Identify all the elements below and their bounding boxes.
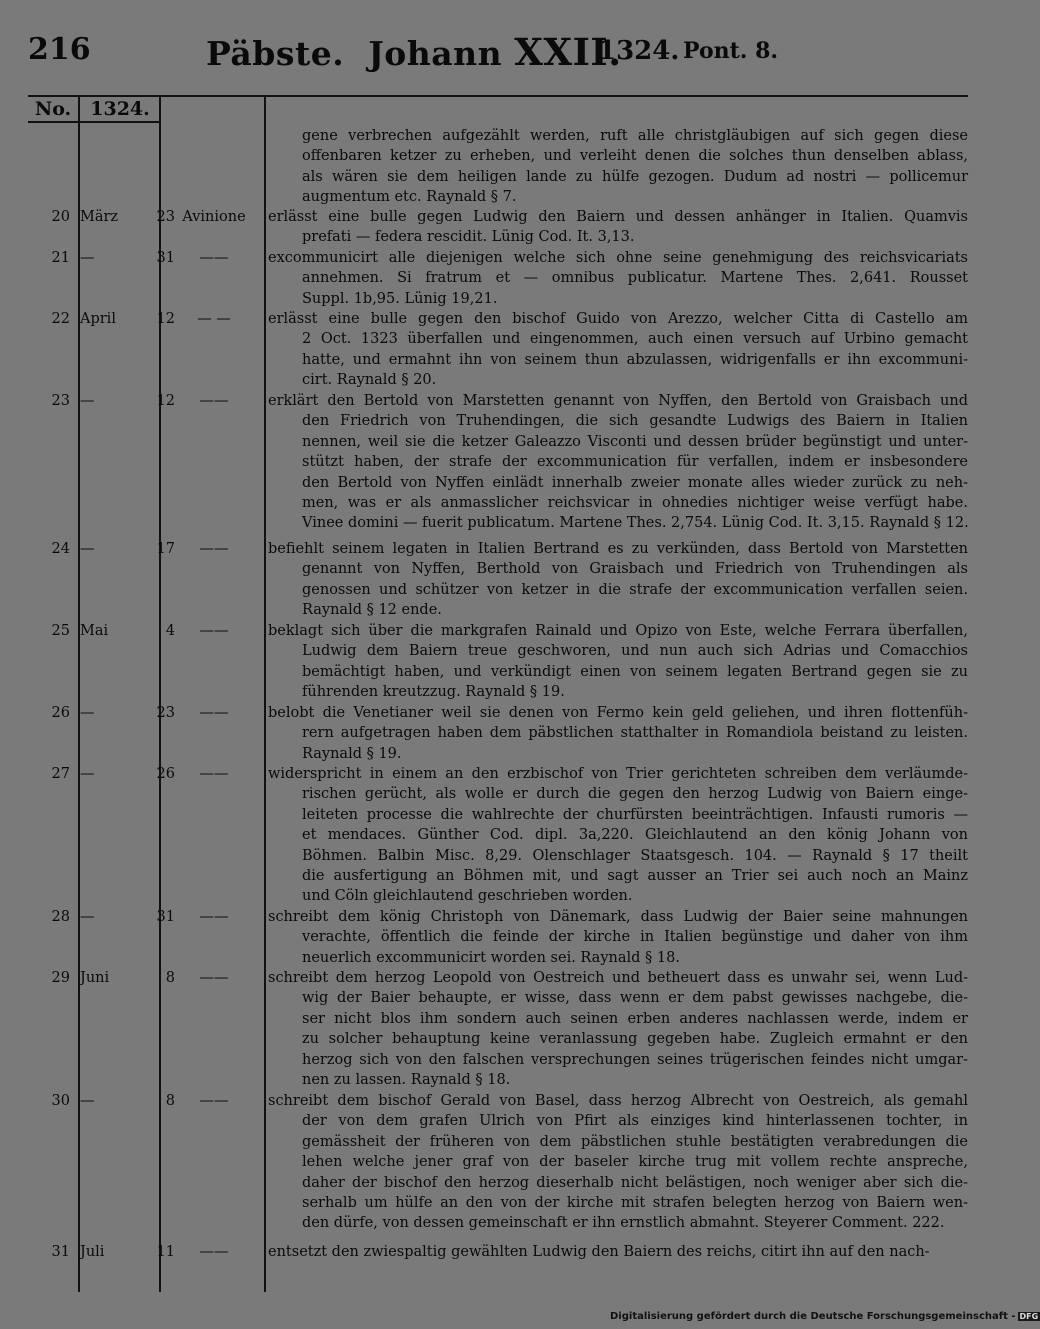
entry-date [80,703,175,723]
entry-text [268,539,968,621]
text-line: daher der bischof den herzog dieserhalb nicht belästigen, noch weniger aber sich die- [302,1174,968,1191]
text-line: erklärt den Bertold von Marstetten genannt von Nyffen, den Bertold von Graisbach und [268,393,968,409]
column-header-year: 1324. [90,98,150,120]
entry-month: — [80,541,95,557]
entry-month: — [80,705,95,721]
entry-day: 23 [156,705,175,721]
entry-date [80,539,175,559]
text-line: genossen und schützer von ketzer in die strafe der excommunication verfallen seien. [302,581,968,598]
text-line: cirt. Raynald § 20. [302,372,437,389]
entry-day: 23 [156,209,175,225]
text-line: entsetzt den zwiespaltig gewählten Ludwig den Baiern des reichs, citirt ihn auf den nach- [268,1244,930,1260]
entry-number: 21 [51,250,70,266]
title-part-c: XXII. [514,30,622,74]
text-line: serhalb um hülfe an den von der kirche mit strafen belegten herzog von Baiern wen- [302,1195,968,1212]
entry-text [268,907,968,968]
entry-place: —— [199,1244,229,1260]
text-line: offenbaren ketzer zu erheben, und verleiht denen die solches thun denselben ablass, [302,148,968,165]
text-line: stützt haben, der strafe der excommunication für verfallen, indem er insbesondere [302,454,968,471]
entry-text [268,309,968,391]
text-line: erlässt eine bulle gegen Ludwig den Baiern und dessen anhänger in Italien. Quamvis [268,209,968,225]
running-header [28,30,968,80]
text-line: schreibt dem herzog Leopold von Oestreich und betheuert dass es unwahr sei, wenn Lud- [268,970,968,986]
text-line: Vinee domini — fuerit publicatum. Martene Thes. 2,754. Lünig Cod. It. 3,15. Raynald § 12. [302,515,969,532]
text-line: befiehlt seinem legaten in Italien Bertrand es zu verkünden, dass Bertold von Marstetten [268,541,968,557]
entry-day: 12 [156,311,175,327]
entry-place: Avinione [182,209,246,225]
entry-day: 8 [165,1093,175,1109]
text-line: Böhmen. Balbin Misc. 8,29. Olenschlager Staatsgesch. 104. — Raynald § 17 theilt [302,847,968,864]
entry-date [80,968,175,988]
entry-day: 4 [165,623,175,639]
entry-month: Juli [80,1244,105,1260]
text-line: als wären sie dem heiligen lande zu hülfe gezogen. Dudum ad nostri — pollicemur [302,168,968,185]
entry-number: 30 [51,1093,70,1109]
text-line: und Cöln gleichlautend geschrieben worden. [302,888,633,905]
text-line: beklagt sich über die markgrafen Rainald und Opizo von Este, welche Ferrara überfallen, [268,623,968,639]
entry-place: —— [199,393,229,409]
title-part-b: Johann [368,34,503,73]
entry-number: 23 [51,393,70,409]
text-line: widerspricht in einem an den erzbischof von Trier gerichteten schreiben dem verläumde- [268,766,968,782]
text-line: men, was er als anmasslicher reichsvicar in ohnedies nichtiger weise verfügt habe. [302,495,968,512]
entry-month: — [80,250,95,266]
entry-place: —— [199,909,229,925]
entry-number: 29 [51,970,70,986]
entry-date [80,207,175,227]
text-line: rern aufgetragen haben dem päbstlichen statthalter in Romandiola beistand zu leisten. [302,725,968,742]
entry-place: —— [199,623,229,639]
entry-month: — [80,1093,95,1109]
entry-place: —— [199,705,229,721]
entry-place: —— [199,541,229,557]
entry-text [268,703,968,764]
text-line: die ausfertigung an Böhmen mit, und sagt ausser an Trier sei auch noch an Mainz [302,868,968,885]
entry-date [80,391,175,411]
entry-number: 28 [51,909,70,925]
text-line: den Friedrich von Truhendingen, die sich gesandte Ludwigs des Baiern in Italien [302,413,968,430]
entry-day: 26 [156,766,175,782]
text-line: Raynald § 19. [302,745,402,762]
entry-place: —— [199,766,229,782]
entry-text [268,207,968,248]
text-line: nennen, weil sie die ketzer Galeazzo Visconti und dessen brüder begünstigt und unter- [302,433,968,450]
entry-month: Juni [80,970,110,986]
text-line: bemächtigt haben, und verkündigt einen von seinem legaten Bertrand gegen sie zu [302,663,968,680]
entry-date [80,1091,175,1111]
text-line: belobt die Venetianer weil sie denen von Fermo kein geld geliehen, und ihren flottenfüh- [268,705,968,721]
entry-month: März [80,209,119,225]
entry-text [268,1091,968,1234]
text-line: leiteten processe die wahlrechte der churfürsten beeinträchtigen. Infausti rumoris — [302,806,968,823]
entry-day: 17 [156,541,175,557]
entry-day: 31 [156,909,175,925]
text-line: Raynald § 12 ende. [302,602,442,619]
entry-text [268,764,968,907]
text-line: Suppl. 1b,95. Lünig 19,21. [302,290,498,307]
entry-date [80,907,175,927]
entry-text [268,248,968,309]
entry-number: 20 [51,209,70,225]
text-line: 2 Oct. 1323 überfallen und eingenommen, auch einen versuch auf Urbino gemacht [302,331,968,348]
entry-date [80,764,175,784]
footer-text: Digitalisierung gefördert durch die Deutsche Forschungsgemeinschaft - [610,1311,1016,1322]
entry-month: — [80,909,95,925]
text-line: wig der Baier behaupte, er wisse, dass wenn er dem pabst gewisses nachgebe, die- [302,990,968,1007]
page-number: 216 [28,32,91,67]
text-line: excommunicirt alle diejenigen welche sich ohne seine genehmigung des reichsvicariats [268,250,968,266]
entry-number: 27 [51,766,70,782]
entry-text [268,621,968,703]
entry-day: 8 [165,970,175,986]
text-line: lehen welche jener graf von der baseler kirche trug mit vollem rechte anspreche, [302,1154,968,1171]
entry-number: 31 [51,1244,70,1260]
entry-day: 11 [156,1244,175,1260]
text-line: hatte, und ermahnt ihn von seinem thun abzulassen, widrigenfalls er ihn excommuni- [302,351,968,368]
footer-credit [610,1311,1040,1322]
text-line: führenden kreutzzug. Raynald § 19. [302,684,565,701]
dfg-logo-icon: DFG [1019,1311,1039,1321]
text-line: nen zu lassen. Raynald § 18. [302,1072,511,1089]
text-line: prefati — federa rescidit. Lünig Cod. It. 3,13. [302,229,635,246]
column-divider-place [264,97,266,1292]
entry-place: —— [199,250,229,266]
text-line: neuerlich excommunicirt worden sei. Raynald § 18. [302,949,680,966]
entry-text [268,1242,968,1262]
title-part-a: Päbste. [206,34,345,73]
column-header-underline [28,121,160,123]
entry-text [268,968,968,1090]
entry-number: 26 [51,705,70,721]
entry-text [268,126,968,208]
text-line: verachte, öffentlich die feinde der kirche in Italien begünstige und daher von ihm [302,929,968,946]
entry-date [80,248,175,268]
text-line: zu solcher behauptung keine veranlassung gegeben habe. Zugleich ermahnt er den [302,1031,968,1048]
column-divider-date [159,97,161,1292]
entry-date [80,309,175,329]
column-header-no: No. [34,98,72,120]
text-line: gene verbrechen aufgezählt werden, ruft alle christgläubigen auf sich gegen diese [302,128,968,144]
entry-month: Mai [80,623,109,639]
text-line: schreibt dem bischof Gerald von Basel, dass herzog Albrecht von Oestreich, als gemahl [268,1093,968,1109]
entry-date [80,1242,175,1262]
text-line: ser nicht blos ihm sondern auch seinen erben anderes nachlassen werde, indem er [302,1010,968,1027]
text-line: annehmen. Si fratrum et — omnibus publicatur. Martene Thes. 2,641. Rousset [302,270,968,287]
entry-place: — — [197,311,231,327]
text-line: rischen gerücht, als wolle er durch die gegen den herzog Ludwig von Baiern einge- [302,786,968,803]
text-line: der von dem grafen Ulrich von Pfirt als einziges kind hinterlassenen tochter, in [302,1113,968,1130]
text-line: augmentum etc. Raynald § 7. [302,189,517,206]
entry-date [80,621,175,641]
running-title [206,30,622,74]
entry-place: —— [199,970,229,986]
text-line: gemässheit der früheren von dem päbstlichen stuhle bestätigten verabredungen die [302,1133,968,1150]
text-line: erlässt eine bulle gegen den bischof Guido von Arezzo, welcher Citta di Castello am [268,311,968,327]
text-line: schreibt dem könig Christoph von Dänemark, dass Ludwig der Baier seine mahnungen [268,909,968,925]
running-pont: Pont. 8. [683,38,779,64]
entry-month: — [80,766,95,782]
entry-day: 12 [156,393,175,409]
entry-place: —— [199,1093,229,1109]
entry-month: April [80,311,116,327]
header-rule [28,95,968,97]
text-line: et mendaces. Günther Cod. dipl. 3a,220. Gleichlautend an den könig Johann von [302,827,968,844]
entry-text [268,391,968,534]
entry-number: 24 [51,541,70,557]
text-line: genannt von Nyffen, Berthold von Graisbach und Friedrich von Truhendingen als [302,561,968,578]
text-line: Ludwig dem Baiern treue geschworen, und nun auch sich Adrias und Comacchios [302,643,968,660]
entry-day: 31 [156,250,175,266]
column-divider-no [78,97,80,1292]
text-line: den Bertold von Nyffen einlädt innerhalb zweier monate alles wieder zurück zu neh- [302,474,968,491]
text-line: den dürfe, von dessen gemeinschaft er ihn ernstlich abmahnt. Steyerer Comment. 222. [302,1215,945,1232]
entry-month: — [80,393,95,409]
text-line: herzog sich von den falschen versprechungen seines trügerischen feindes nicht umgar- [302,1051,968,1068]
entry-number: 22 [51,311,70,327]
entry-number: 25 [51,623,70,639]
running-year: 1324. [598,36,680,66]
